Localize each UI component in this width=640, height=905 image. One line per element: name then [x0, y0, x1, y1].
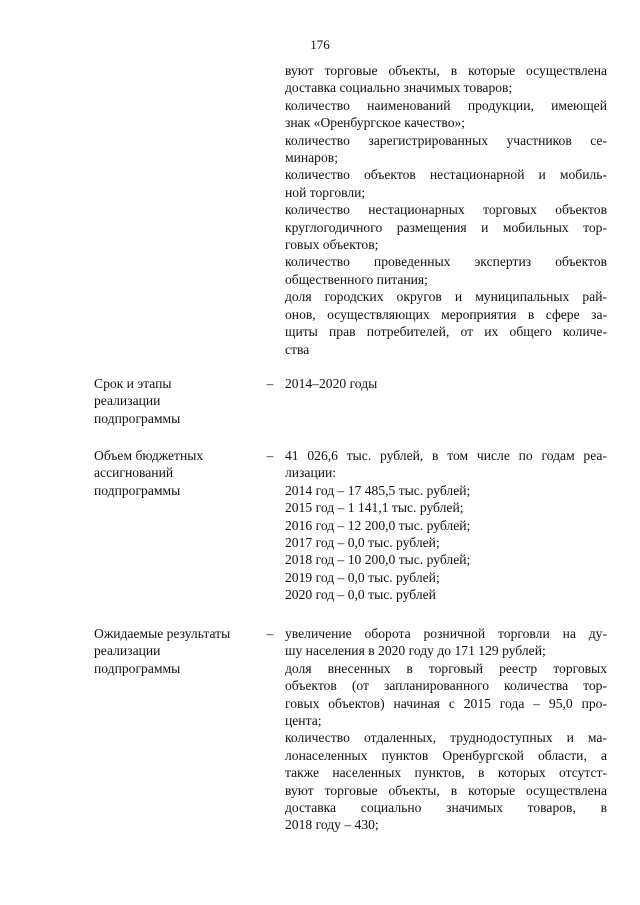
text-line: круглогодичного размещения и мобильных тор- [285, 219, 607, 235]
text-line: доставка социально значимых товаров, в [285, 800, 607, 816]
text-line: 41 026,6 тыс. рублей, в том числе по годам реа- [285, 448, 607, 463]
section-value-expected-results [285, 625, 607, 834]
section-label-expected-results [94, 625, 264, 677]
text-line: количество объектов нестационарной и мобиль- [285, 167, 607, 183]
text-line: онов, осуществляющих мероприятия в сфере за- [285, 306, 607, 322]
text-line: лонаселенных пунктов Оренбургской области, а [285, 747, 607, 763]
label-line: подпрограммы [94, 410, 181, 426]
label-line: реализации [94, 393, 161, 409]
label-line: Объем бюджетных [94, 448, 204, 463]
text-line: ства [285, 341, 310, 357]
budget-year-line: 2016 год – 12 200,0 тыс. рублей; [285, 517, 471, 533]
continued-indicators-list [285, 62, 607, 358]
text-line: говых объектов; [285, 237, 379, 253]
text-line: количество наименований продукции, имеющей [285, 97, 607, 113]
label-line: ассигнований [94, 465, 174, 481]
budget-year-line: 2020 год – 0,0 тыс. рублей [285, 587, 436, 603]
separator-dash: – [266, 626, 274, 641]
budget-year-line: 2015 год – 1 141,1 тыс. рублей; [285, 500, 464, 516]
section-value-budget [285, 447, 607, 604]
text-line: общественного питания; [285, 271, 428, 287]
page-number: 176 [310, 37, 330, 52]
text-line: 2018 году – 430; [285, 817, 379, 833]
text-line: доля внесенных в торговый реестр торговых [285, 660, 607, 676]
text-line: шу населения в 2020 году до 171 129 рублей; [285, 643, 546, 659]
separator-dash: – [266, 376, 274, 391]
text-line: объектов (от запланированного количества тор- [285, 678, 607, 694]
budget-year-line: 2019 год – 0,0 тыс. рублей; [285, 569, 440, 585]
label-line: подпрограммы [94, 482, 181, 498]
text-line: количество отдаленных, труднодоступных и ма- [285, 730, 607, 746]
label-line: Ожидаемые результаты [94, 626, 231, 641]
text-line: количество зарегистрированных участников се- [285, 132, 607, 148]
section-label-timeline [94, 375, 264, 427]
text-line: количество проведенных экспертиз объектов [285, 254, 607, 270]
budget-year-line: 2014 год – 17 485,5 тыс. рублей; [285, 482, 471, 498]
text-line: говых объектов) начиная с 2015 года – 95,0 про- [285, 695, 607, 711]
label-line: Срок и этапы [94, 376, 172, 391]
text-line: вуют торговые объекты, в которые осуществлена [285, 63, 607, 78]
text-line: цента; [285, 713, 322, 729]
text-line: также населенных пунктов, в которых отсутст- [285, 765, 607, 781]
text-line: доля городских округов и муниципальных рай- [285, 289, 607, 305]
text-line: знак «Оренбургское качество»; [285, 115, 466, 131]
text-line: лизации: [285, 465, 337, 481]
text-line: увеличение оборота розничной торговли на ду- [285, 626, 607, 641]
text-line: щиты прав потребителей, от их общего количе- [285, 324, 607, 340]
section-label-budget [94, 447, 264, 499]
text-line: минаров; [285, 150, 338, 166]
text-line: количество нестационарных торговых объектов [285, 202, 607, 218]
separator-dash: – [266, 448, 274, 463]
section-value-timeline [285, 375, 607, 392]
budget-year-line: 2018 год – 10 200,0 тыс. рублей; [285, 552, 471, 568]
text-line: доставка социально значимых товаров; [285, 80, 513, 96]
text-line: 2014–2020 годы [285, 376, 378, 391]
text-line: ной торговли; [285, 184, 366, 200]
label-line: реализации [94, 643, 161, 659]
budget-year-line: 2017 год – 0,0 тыс. рублей; [285, 535, 440, 551]
label-line: подпрограммы [94, 660, 181, 676]
text-line: вуют торговые объекты, в которые осуществлена [285, 782, 607, 798]
